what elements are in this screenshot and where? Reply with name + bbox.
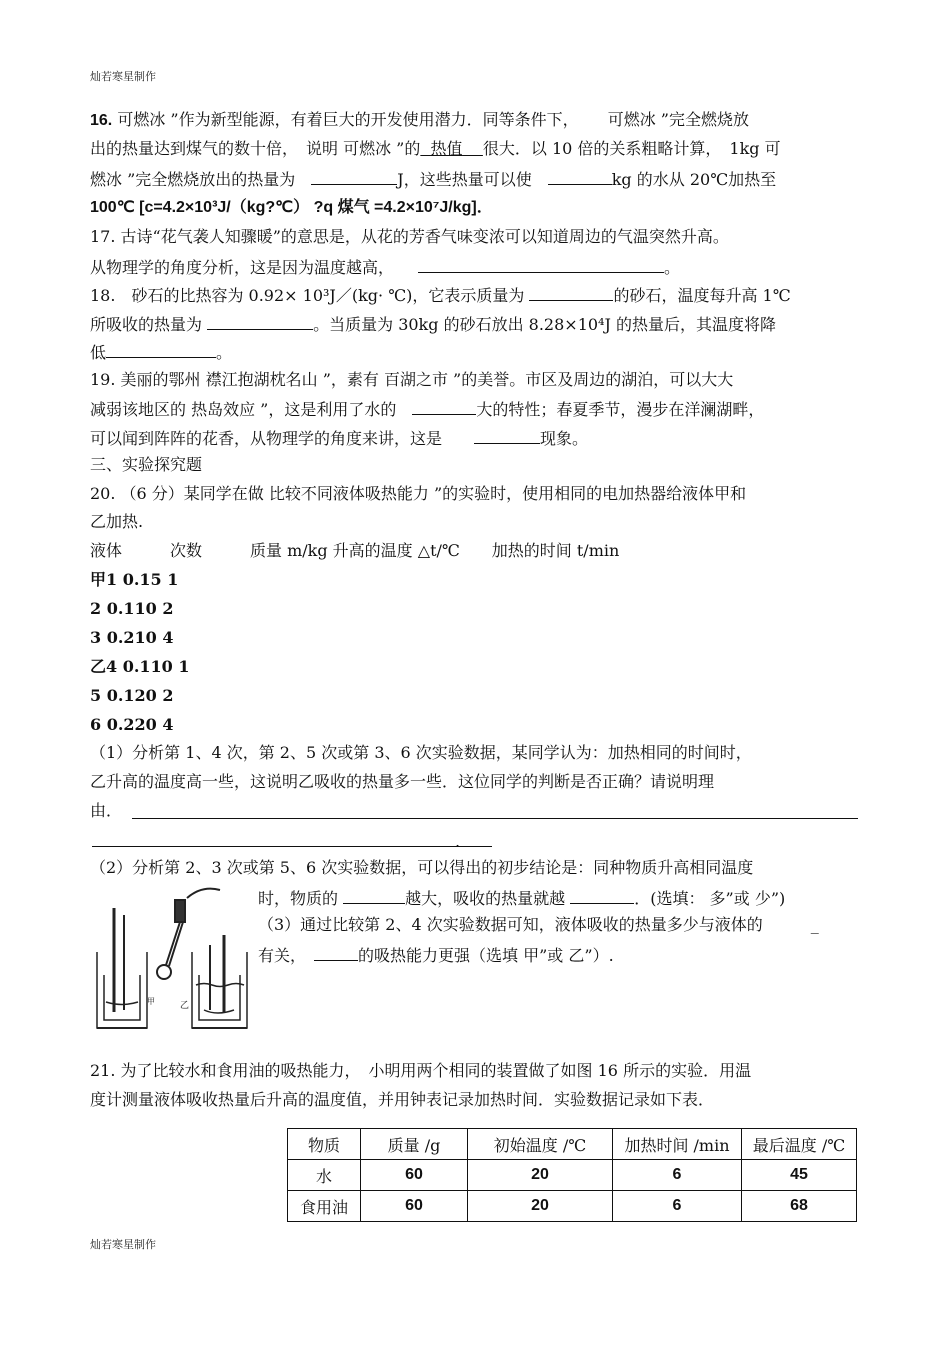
q20-line2: 乙加热. — [90, 512, 144, 531]
table-cell: 60 — [361, 1160, 468, 1191]
table-cell: 20 — [468, 1191, 613, 1222]
table-header-cell: 物质 — [288, 1129, 361, 1160]
q19-blank-phenomenon[interactable] — [474, 427, 540, 444]
q20-row: 5 0.120 2 — [90, 686, 174, 705]
table-cell: 水 — [288, 1160, 361, 1191]
q18-line2: 所吸收的热量为 。当质量为 30kg 的砂石放出 8.28×10⁴J 的热量后，其温度将降 — [90, 315, 776, 334]
experiment-figure — [92, 880, 252, 1035]
q20-p2-line2: 时，物质的 越大，吸收的热量就越 ．(选填： 多”或 少”) — [258, 889, 786, 908]
q20-answer-line1[interactable] — [132, 818, 858, 819]
q20-row: 甲1 0.15 1 — [90, 570, 179, 589]
q17-line1: 17. 古诗“花气袭人知骤暖”的意思是，从花的芳香气味变浓可以知道周边的气温突然升高。 — [90, 227, 729, 246]
fig-label-jia: 甲 — [147, 997, 155, 1006]
q16-number: 16. — [90, 112, 113, 129]
q17-blank[interactable] — [418, 256, 664, 273]
table-cell: 60 — [361, 1191, 468, 1222]
q20-answer-line2[interactable] — [92, 846, 492, 847]
q20-p3-line2: 有关， 的吸热能力更强（选填 甲”或 乙”）. — [258, 946, 614, 965]
q18-blank-temp[interactable] — [106, 341, 216, 358]
q19-blank-property[interactable] — [412, 398, 476, 415]
q20-p3-line1: （3）通过比较第 2、4 次实验数据可知，液体吸收的热量多少与液体的 _ — [258, 915, 819, 934]
q16-text3b: J，这些热量可以使 — [397, 170, 532, 189]
table-header-cell: 初始温度 /℃ — [468, 1129, 613, 1160]
fig-label-yi: 乙 — [180, 1001, 190, 1011]
q19-line3: 可以闻到阵阵的花香，从物理学的角度来讲，这是 现象。 — [90, 429, 589, 448]
q16-blank-mass[interactable] — [548, 168, 612, 185]
q18-line1: 18. 砂石的比热容为 0.92× 10³J／(kg· ℃)，它表示质量为 的砂石，温度每升高 1℃ — [90, 286, 791, 305]
q20-p1-line2: 乙升高的温度高一些，这说明乙吸收的热量多一些．这位同学的判断是否正确？请说明理 — [90, 772, 715, 791]
q16-answer: 热值 — [430, 139, 463, 158]
q16-text2b: 很大．以 10 倍的关系粗略计算， 1kg 可 — [482, 139, 781, 158]
q20-line1: 20. （6 分）某同学在做 比较不同液体吸热能力 ”的实验时，使用相同的电加热器给液体甲和 — [90, 484, 747, 503]
q17-line2: 从物理学的角度分析，这是因为温度越高， 。 — [90, 258, 681, 277]
table-cell: 68 — [742, 1191, 857, 1222]
q16-line2 — [90, 139, 781, 159]
table-cell: 45 — [742, 1160, 857, 1191]
q20-blank-mass[interactable] — [343, 887, 405, 904]
page-header: 灿若寒星制作 — [90, 70, 156, 83]
q18-line3: 低 。 — [90, 343, 233, 362]
q20-p1-line1: （1）分析第 1、4 次，第 2、5 次或第 3、6 次实验数据，某同学认为：加热相同的时间时， — [90, 743, 752, 762]
table-header-cell: 加热时间 /min — [613, 1129, 742, 1160]
table-cell: 20 — [468, 1160, 613, 1191]
q16-blank-heat[interactable] — [311, 168, 397, 185]
q21-data-table — [287, 1128, 857, 1222]
q20-p1-line3: 由． — [90, 801, 123, 820]
q18-blank-mass[interactable] — [529, 284, 613, 301]
q18-blank-heat[interactable] — [207, 313, 313, 330]
q16-line4: 100℃ [c=4.2×10³J/（kg?℃） ?q 煤气 =4.2×10⁷J/kg]． — [90, 199, 493, 216]
q16-text3a: 燃冰 ”完全燃烧放出的热量为 — [90, 170, 296, 189]
section-title: 三、实验探究题 — [90, 455, 203, 474]
q20-p2-line1: （2）分析第 2、3 次或第 5、6 次实验数据，可以得出的初步结论是：同种物质升高相同温度 — [90, 858, 754, 877]
q16-text3c: kg 的水从 20℃加热至 — [611, 170, 777, 189]
q20-row: 乙4 0.110 1 — [90, 657, 190, 676]
beaker-jia — [97, 952, 147, 1028]
table-cell: 6 — [613, 1160, 742, 1191]
q20-row: 6 0.220 4 — [90, 715, 174, 734]
beaker-yi — [192, 952, 247, 1028]
q20-blank-more-less[interactable] — [570, 887, 634, 904]
table-header-cell: 质量 /g — [361, 1129, 468, 1160]
page-footer: 灿若寒星制作 — [90, 1238, 156, 1251]
q20-row: 3 0.210 4 — [90, 628, 174, 647]
table-row — [288, 1160, 857, 1191]
table-row — [288, 1191, 857, 1222]
q21-line1: 21. 为了比较水和食用油的吸热能力， 小明用两个相同的装置做了如图 16 所示的实验．用温 — [90, 1061, 752, 1080]
q19-line2: 减弱该地区的 热岛效应 ”，这是利用了水的 大的特性；春夏季节，漫步在洋澜湖畔， — [90, 400, 765, 419]
q20-row: 2 0.110 2 — [90, 599, 174, 618]
table-cell: 食用油 — [288, 1191, 361, 1222]
q16-text2a: 出的热量达到煤气的数十倍， 说明 可燃冰 ”的 — [90, 139, 421, 158]
q20-table-header: 液体 次数 质量 m/kg 升高的温度 △t/℃ 加热的时间 t/min — [90, 541, 620, 560]
table-header-row — [288, 1129, 857, 1160]
q16-line1 — [90, 110, 749, 131]
table-cell: 6 — [613, 1191, 742, 1222]
q20-blank-liquid[interactable] — [314, 944, 358, 961]
q21-line2: 度计测量液体吸收热量后升高的温度值，并用钟表记录加热时间．实验数据记录如下表． — [90, 1090, 715, 1109]
table-header-cell: 最后温度 /℃ — [742, 1129, 857, 1160]
q16-text1: 可燃冰 ”作为新型能源，有着巨大的开发使用潜力．同等条件下， 可燃冰 ”完全燃烧放 — [117, 110, 749, 129]
q20-answer-end: . — [455, 832, 461, 851]
q19-line1: 19. 美丽的鄂州 襟江抱湖枕名山 ”，素有 百湖之市 ”的美誉。市区及周边的湖泊，可以大大 — [90, 370, 734, 389]
q16-line3 — [90, 168, 776, 190]
